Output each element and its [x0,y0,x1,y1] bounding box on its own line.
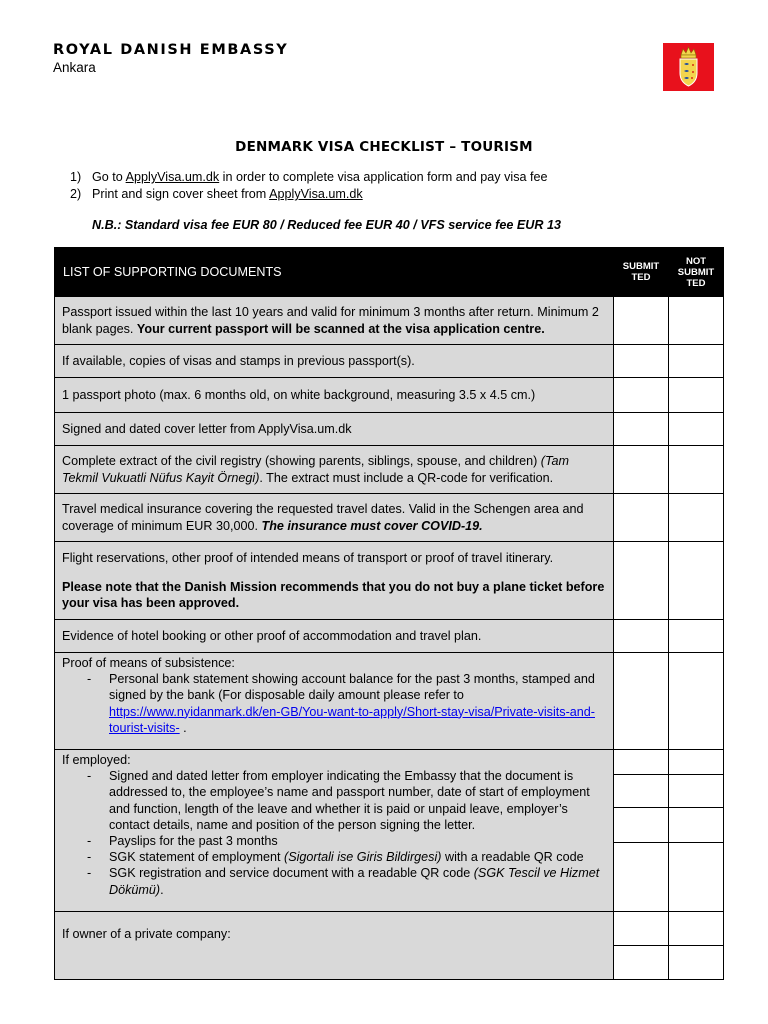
embassy-name: ROYAL DANISH EMBASSY [53,42,289,58]
embassy-city: Ankara [53,60,96,75]
row-private-company-owner: If owner of a private company: [55,912,614,980]
not-submitted-checkbox[interactable] [669,446,724,494]
applyvisa-link[interactable]: ApplyVisa.um.dk [269,187,363,201]
table-header-row [55,248,724,297]
not-submitted-checkbox[interactable] [669,345,724,378]
table-row [55,750,724,912]
row-cover-letter: Signed and dated cover letter from ApplyVisa.um.dk [55,413,614,446]
not-submitted-checkbox[interactable] [669,808,723,843]
submitted-checkbox[interactable] [614,912,668,946]
not-submitted-checkbox[interactable] [669,413,724,446]
table-row [55,912,724,980]
not-submitted-checkbox[interactable] [669,653,724,750]
instruction-steps [70,169,548,203]
table-row [55,446,724,494]
submitted-checkbox[interactable] [614,297,669,345]
not-submitted-checkbox[interactable] [669,378,724,413]
row-means-of-subsistence: Proof of means of subsistence: - Personal bank statement showing account balance for the past 3 months, stamped and signed by the bank (For disposable daily amount please refer to https://www.nyidanmark.dk/en-GB/You-want-to-apply/Short-stay-visa/Private-visits-and-tourist-visits- . [55,653,614,750]
not-submitted-checkbox[interactable] [669,620,724,653]
step-2: 2) Print and sign cover sheet from ApplyVisa.um.dk [70,187,363,201]
row-passport-photo: 1 passport photo (max. 6 months old, on white background, measuring 3.5 x 4.5 cm.) [55,378,614,413]
submitted-checkbox[interactable] [614,494,669,542]
submitted-checkbox[interactable] [614,750,668,775]
submitted-checkbox[interactable] [614,446,669,494]
fee-note: N.B.: Standard visa fee EUR 80 / Reduced fee EUR 40 / VFS service fee EUR 13 [92,218,561,232]
list-item: - Personal bank statement showing account balance for the past 3 months, stamped and signed by the bank (For disposable daily amount please refer to https://www.nyidanmark.dk/en-GB/You-want-to-apply/Short-stay-visa/Private-visits-and-tourist-visits- . [62,671,607,736]
column-header-submitted: SUBMIT TED [614,248,669,297]
not-submitted-checkbox[interactable] [669,494,724,542]
table-row [55,297,724,345]
danish-coat-of-arms-logo [663,43,714,91]
crest-icon [663,43,714,91]
submitted-checkbox[interactable] [614,808,668,843]
column-header-documents: LIST OF SUPPORTING DOCUMENTS [55,248,614,297]
nyidanmark-link[interactable]: https://www.nyidanmark.dk/en-GB/You-want-to-apply/Short-stay-visa/Private-visits-and-tourist-visits- [109,704,595,735]
submitted-checkbox[interactable] [614,620,669,653]
submitted-checkbox[interactable] [614,413,669,446]
submitted-checkbox[interactable] [614,378,669,413]
list-item: - Payslips for the past 3 months [62,833,607,849]
row-flight-reservations: Flight reservations, other proof of intended means of transport or proof of travel itinerary. Please note that the Danish Mission recommends that you do not buy a plane ticket before your visa has been approved. [55,542,614,620]
applyvisa-link[interactable]: ApplyVisa.um.dk [125,170,220,184]
not-submitted-checkbox[interactable] [669,750,723,775]
table-row [55,378,724,413]
submitted-checkbox-group [614,750,669,912]
step-1: 1) Go to ApplyVisa.um.dk in order to complete visa application form and pay visa fee [70,170,548,184]
submitted-checkbox[interactable] [614,542,669,620]
row-travel-insurance: Travel medical insurance covering the requested travel dates. Valid in the Schengen area and coverage of minimum EUR 30,000. The insurance must cover COVID-19. [55,494,614,542]
table-row [55,494,724,542]
document-title: DENMARK VISA CHECKLIST – TOURISM [235,139,533,155]
not-submitted-checkbox[interactable] [669,297,724,345]
row-civil-registry: Complete extract of the civil registry (showing parents, siblings, spouse, and children) (Tam Tekmil Vukuatli Nüfus Kayit Örnegi). The extract must include a QR-code for verification. [55,446,614,494]
table-row [55,620,724,653]
submitted-checkbox-group [614,912,669,980]
not-submitted-checkbox-group [669,750,724,912]
not-submitted-checkbox[interactable] [669,542,724,620]
row-previous-visas: If available, copies of visas and stamps in previous passport(s). [55,345,614,378]
table-row [55,345,724,378]
list-item: - SGK registration and service document with a readable QR code (SGK Tescil ve Hizmet Dökümü). [62,865,607,897]
not-submitted-checkbox[interactable] [669,775,723,808]
row-passport: Passport issued within the last 10 years and valid for minimum 3 months after return. Minimum 2 blank pages. Your current passport will be scanned at the visa application centre. [55,297,614,345]
row-hotel-booking: Evidence of hotel booking or other proof of accommodation and travel plan. [55,620,614,653]
submitted-checkbox[interactable] [614,775,668,808]
submitted-checkbox[interactable] [614,653,669,750]
supporting-documents-table [54,247,724,980]
submitted-checkbox[interactable] [614,345,669,378]
not-submitted-checkbox[interactable] [669,912,723,946]
table-row [55,653,724,750]
list-item: - SGK statement of employment (Sigortali ise Giris Bildirgesi) with a readable QR code [62,849,607,865]
list-item: - Signed and dated letter from employer indicating the Embassy that the document is addressed to, the employee’s name and passport number, date of start of employment and function, length of the leave and whether it is paid or unpaid leave, employer’s contact details, name and position of the person signing the letter. [62,768,607,833]
table-row [55,413,724,446]
row-if-employed: If employed: - Signed and dated letter from employer indicating the Embassy that the document is addressed to, the employee’s name and passport number, date of start of employment and function, length of the leave and whether it is paid or unpaid leave, employer’s contact details, name and position of the person signing the letter. - Payslips for the past 3 months - SGK statement of employment (Sigortali ise Giris Bildirgesi) with a readable QR code - SGK registration and service document with a readable QR code (SGK Tescil ve Hizmet Dökümü). [55,750,614,912]
not-submitted-checkbox-group [669,912,724,980]
table-row [55,542,724,620]
column-header-not-submitted: NOT SUBMIT TED [669,248,724,297]
